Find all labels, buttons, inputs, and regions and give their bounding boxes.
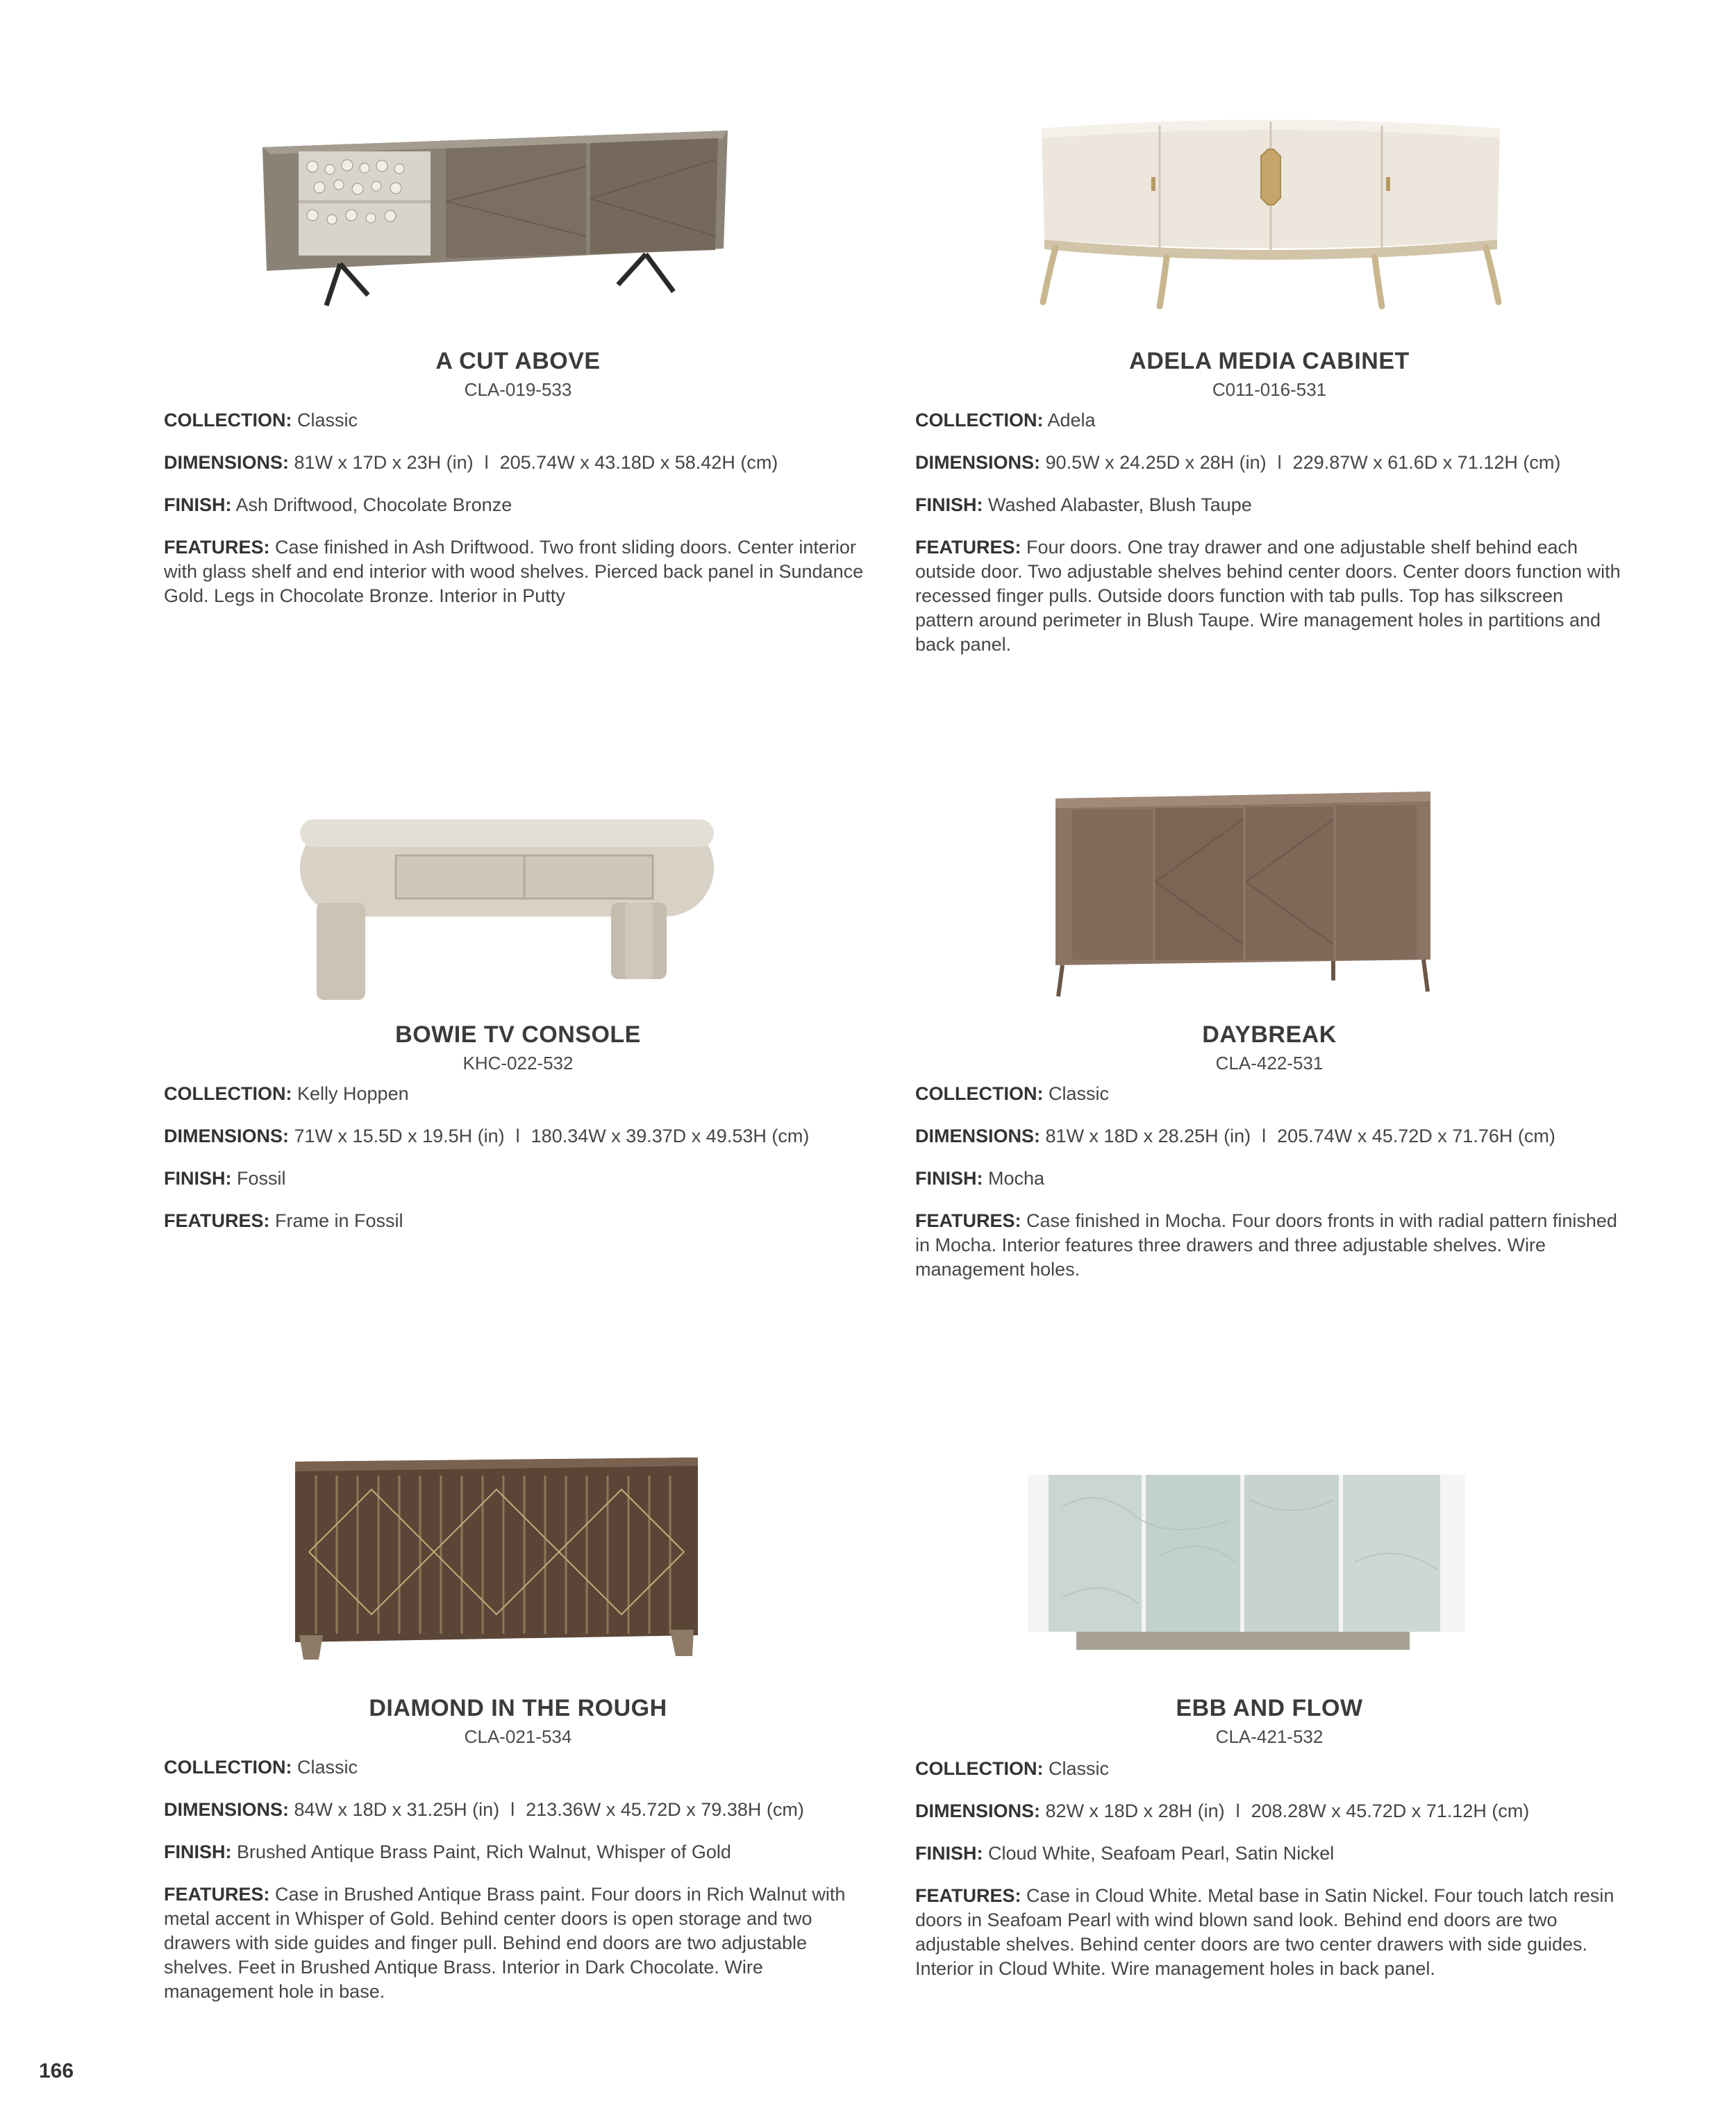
collection-row: [915, 408, 1624, 433]
finish-label: FINISH:: [915, 1168, 983, 1189]
product-card-diamond-in-the-rough: [164, 1694, 872, 2004]
features-value: Case finished in Ash Driftwood. Two front sliding doors. Center interior with glass shelf and end interior with wood shelves. Pierced back panel in Sundance Gold. Legs in Chocolate Bronze. Interior in Putty: [164, 537, 864, 606]
product-card-adela-media-cabinet: [915, 347, 1624, 657]
dimensions-label: DIMENSIONS:: [164, 1799, 290, 1820]
collection-label: COLLECTION:: [164, 410, 292, 431]
dimensions-inches: 71W x 15.5D x 19.5H (in): [294, 1126, 505, 1146]
features-label: FEATURES:: [164, 1884, 270, 1905]
features-row: [164, 535, 872, 608]
dimensions-separator: l: [515, 1126, 520, 1146]
finish-row: [915, 493, 1624, 517]
product-card-ebb-and-flow: [915, 1694, 1624, 1981]
dimensions-inches: 82W x 18D x 28H (in): [1045, 1801, 1225, 1821]
dimensions-label: DIMENSIONS:: [164, 1126, 290, 1146]
dimensions-row: [164, 1798, 872, 1822]
dimensions-cm: 205.74W x 43.18D x 58.42H (cm): [499, 452, 778, 473]
product-photo-ebb-and-flow: [1021, 1458, 1472, 1660]
collection-row: [915, 1082, 1624, 1106]
collection-label: COLLECTION:: [915, 1758, 1044, 1779]
finish-row: [164, 493, 872, 517]
product-photo-bowie-tv-console: [292, 799, 722, 1007]
product-name: EBB AND FLOW: [1176, 1695, 1363, 1721]
finish-label: FINISH:: [164, 494, 232, 515]
collection-label: COLLECTION:: [915, 1083, 1044, 1104]
product-card-daybreak: [915, 1021, 1624, 1282]
product-name: DIAMOND IN THE ROUGH: [369, 1695, 667, 1721]
product-sku: KHC-022-532: [462, 1053, 574, 1073]
finish-row: [915, 1841, 1624, 1866]
collection-value: Classic: [1049, 1758, 1110, 1779]
collection-value: Adela: [1047, 410, 1096, 431]
features-row: [915, 1884, 1624, 1981]
finish-label: FINISH:: [164, 1168, 232, 1189]
product-sku: CLA-421-532: [1215, 1726, 1324, 1747]
finish-value: Brushed Antique Brass Paint, Rich Walnut, Whisper of Gold: [237, 1841, 731, 1862]
dimensions-label: DIMENSIONS:: [915, 1801, 1041, 1821]
features-label: FEATURES:: [915, 1885, 1021, 1906]
page-number: 166: [39, 2060, 74, 2082]
features-value: Case in Cloud White. Metal base in Satin Nickel. Four touch latch resin doors in Seafoam Pearl with wind blown sand look. Behind end doors are two adjustable shelves. Behind center doors are two center drawers with side guides. Interior in Cloud White. Wire management holes in back panel.: [915, 1885, 1614, 1979]
finish-value: Washed Alabaster, Blush Taupe: [988, 494, 1252, 515]
finish-row: [164, 1840, 872, 1864]
collection-row: [164, 1755, 872, 1780]
dimensions-label: DIMENSIONS:: [164, 452, 290, 473]
collection-row: [164, 408, 872, 433]
finish-value: Mocha: [988, 1168, 1045, 1189]
product-sku: CLA-422-531: [1215, 1053, 1324, 1073]
features-label: FEATURES:: [915, 537, 1021, 558]
collection-value: Classic: [297, 410, 358, 431]
dimensions-separator: l: [1277, 452, 1282, 473]
collection-value: Kelly Hoppen: [297, 1083, 409, 1104]
product-sku: CLA-019-533: [464, 379, 572, 400]
features-value: Case in Brushed Antique Brass paint. Four doors in Rich Walnut with metal accent in Whisper of Gold. Behind center doors is open storage and two drawers with side guides and finger pull. Behind end doors are two adjustable shelves. Feet in Brushed Antique Brass. Interior in Dark Chocolate. Wire management hole in base.: [164, 1884, 846, 2002]
features-value: Frame in Fossil: [275, 1210, 403, 1231]
features-label: FEATURES:: [164, 537, 270, 558]
collection-label: COLLECTION:: [164, 1757, 292, 1778]
product-photo-daybreak: [1042, 771, 1444, 1000]
dimensions-label: DIMENSIONS:: [915, 1126, 1041, 1146]
dimensions-row: [915, 451, 1624, 475]
dimensions-inches: 81W x 18D x 28.25H (in): [1045, 1126, 1251, 1146]
dimensions-row: [164, 1124, 872, 1148]
finish-label: FINISH:: [915, 1843, 983, 1864]
features-value: Case finished in Mocha. Four doors fronts in with radial pattern finished in Mocha. Interior features three drawers and three adjustable shelves. Wire management holes.: [915, 1210, 1617, 1280]
dimensions-inches: 81W x 17D x 23H (in): [294, 452, 474, 473]
product-card-bowie-tv-console: [164, 1021, 872, 1233]
features-label: FEATURES:: [164, 1210, 270, 1231]
dimensions-row: [915, 1799, 1624, 1823]
features-label: FEATURES:: [915, 1210, 1021, 1231]
dimensions-separator: l: [510, 1799, 515, 1820]
product-sku: C011-016-531: [1212, 379, 1327, 400]
finish-row: [915, 1167, 1624, 1191]
collection-row: [915, 1757, 1624, 1781]
dimensions-separator: l: [1262, 1126, 1267, 1146]
dimensions-row: [164, 451, 872, 475]
dimensions-cm: 205.74W x 45.72D x 71.76H (cm): [1277, 1126, 1555, 1146]
dimensions-separator: l: [484, 452, 489, 473]
product-name: ADELA MEDIA CABINET: [1129, 348, 1410, 374]
product-name: A CUT ABOVE: [435, 348, 601, 374]
features-row: [915, 535, 1624, 657]
features-row: [915, 1209, 1624, 1282]
collection-value: Classic: [1049, 1083, 1110, 1104]
finish-value: Ash Driftwood, Chocolate Bronze: [235, 494, 512, 515]
dimensions-separator: l: [1235, 1801, 1240, 1821]
product-card-a-cut-above: [164, 347, 872, 608]
features-value: Four doors. One tray drawer and one adjustable shelf behind each outside door. Two adjustable shelves behind center doors. Center doors function with recessed finger pulls. Outside doors function with tab pulls. Top has silkscreen pattern around perimeter in Blush Taupe. Wire management holes in partitions and back panel.: [915, 537, 1621, 655]
dimensions-cm: 213.36W x 45.72D x 79.38H (cm): [526, 1799, 804, 1820]
features-row: [164, 1209, 872, 1233]
collection-row: [164, 1082, 872, 1106]
product-photo-diamond-in-the-rough: [288, 1448, 705, 1670]
finish-row: [164, 1167, 872, 1191]
collection-label: COLLECTION:: [915, 410, 1044, 431]
collection-value: Classic: [297, 1757, 358, 1778]
finish-label: FINISH:: [164, 1841, 232, 1862]
dimensions-inches: 90.5W x 24.25D x 28H (in): [1045, 452, 1267, 473]
product-name: DAYBREAK: [1202, 1021, 1337, 1048]
finish-value: Fossil: [237, 1168, 286, 1189]
product-name: BOWIE TV CONSOLE: [395, 1021, 641, 1048]
finish-label: FINISH:: [915, 494, 983, 515]
features-row: [164, 1882, 872, 2004]
dimensions-cm: 208.28W x 45.72D x 71.12H (cm): [1251, 1801, 1530, 1821]
product-photo-a-cut-above: [257, 118, 736, 312]
dimensions-cm: 180.34W x 39.37D x 49.53H (cm): [531, 1126, 810, 1146]
product-photo-adela-media-cabinet: [1028, 101, 1514, 316]
dimensions-row: [915, 1124, 1624, 1148]
dimensions-cm: 229.87W x 61.6D x 71.12H (cm): [1292, 452, 1561, 473]
dimensions-label: DIMENSIONS:: [915, 452, 1041, 473]
product-sku: CLA-021-534: [464, 1726, 572, 1747]
finish-value: Cloud White, Seafoam Pearl, Satin Nickel: [988, 1843, 1335, 1864]
dimensions-inches: 84W x 18D x 31.25H (in): [294, 1799, 500, 1820]
collection-label: COLLECTION:: [164, 1083, 292, 1104]
